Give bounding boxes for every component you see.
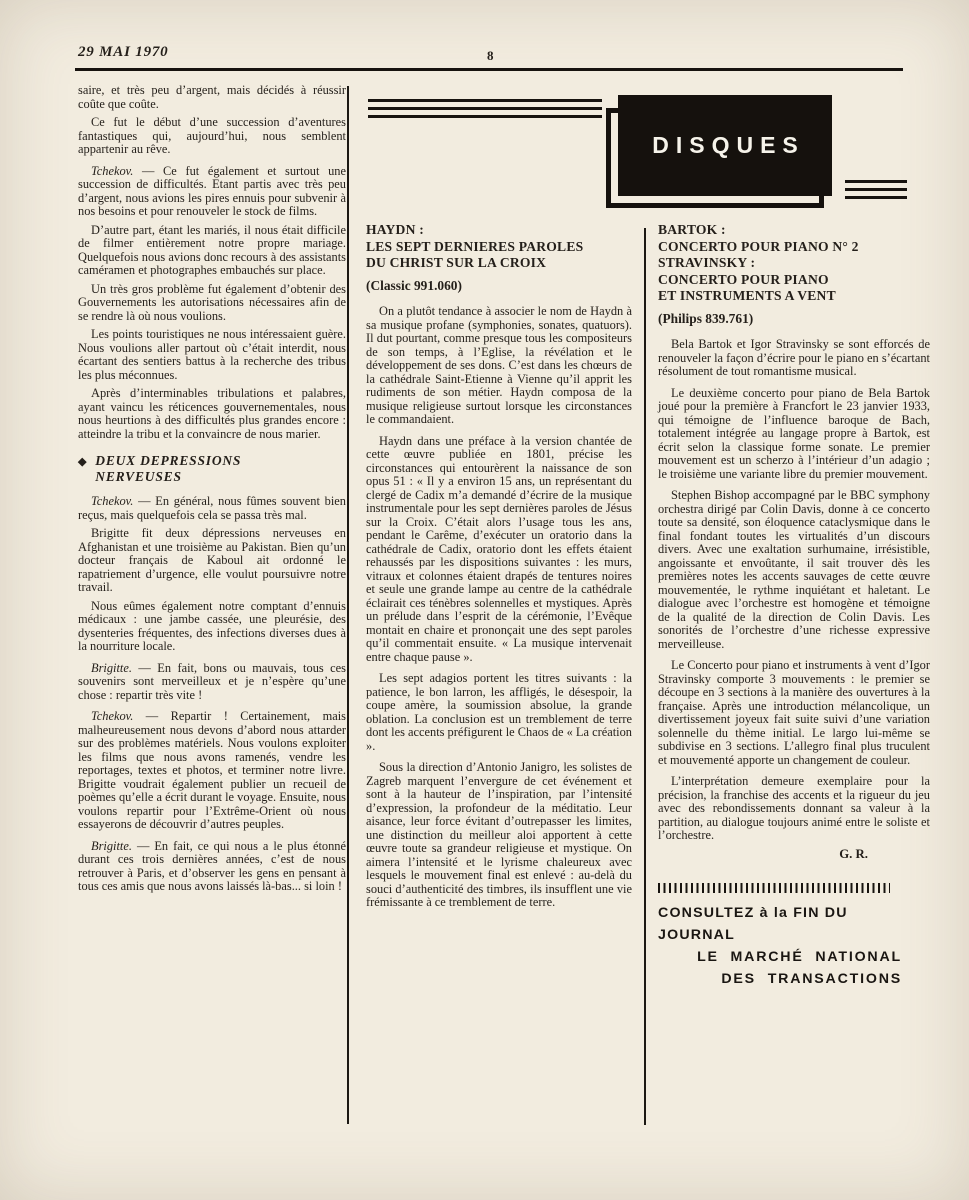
review-paragraph: Le deuxième concerto pour piano de Bela Bartok joué pour la première à Francfort le 23 janvier 1933, qui témoigne de l’influence baroque de Bach, totalement intégrée au langage propre à Bartok, est écrit selon la classique forme sonate. Le premier mouvement est un scherzo à l’intérieur d’un adagio ; le troisième une variante libre du premier mouvement. (658, 385, 930, 481)
footer-ad-line: LE MARCHÉ NATIONAL (697, 949, 902, 965)
column-divider-right (644, 228, 646, 1125)
review-paragraph: Les sept adagios portent les titres suivants : la patience, le bon larron, les affligés, le désespoir, la coupe amère, la soumission absolue, la grande oblation. La conclusion est un tremblement de terre dont les accents préfigurent le Chaos de « La création ». (366, 671, 632, 753)
interview-paragraph: Brigitte fit deux dépressions nerveuses en Afghanistan et une troisième au Pakistan. Bien qu’un docteur français de Kaboul ait ordonné le rapatriement d’urgence, elle voulut poursuivre notre travail. (78, 526, 346, 594)
review-paragraph: Bela Bartok et Igor Stravinsky se sont efforcés de renouveler la façon d’écrire pour le piano en s’écartant résolument de tout romantisme musical. (658, 337, 930, 378)
haydn-catalog-number: (Classic 991.060) (366, 277, 462, 293)
review-paragraph: Le Concerto pour piano et instruments à vent d’Igor Stravinsky comporte 3 mouvements : le premier se découpe en 3 sections à la manière des ouvertures à la française. Après une introduction mélancolique, un divertissement joyeux fait suite suivi d’une variation solennelle du thème initial. Le largo lui-même se subdivise en 3 sections. L’allegro final plus truculent et mouvementé apporte un changement de couleur. (658, 658, 930, 767)
interview-paragraph: Brigitte. — En fait, bons ou mauvais, tous ces souvenirs sont merveilleux et je n’espère qu’une chose : repartir très vite ! (78, 660, 346, 702)
speaker-name: Brigitte. (91, 838, 132, 853)
haydn-review-column (366, 222, 632, 915)
interview-paragraph: Tchekov. — Repartir ! Certainement, mais malheureusement nous devons d’abord nous attarder sur des problèmes matériels. Nous voulons exploiter les films que nous avons ramenés, vendre les reportages, textes et photos, et terminer notre livre. Brigitte voudrait également publier un recueil de poèmes qu’elle a écrit durant le voyage. Ensuite, nous voulons repartir pour l’Extrême-Orient où nous essayerons de découvrir d’autres peuples. (78, 709, 346, 831)
disques-banner-label: DISQUES (652, 132, 805, 158)
diamond-bullet-icon: ◆ (78, 456, 88, 468)
interview-column (78, 84, 346, 899)
interview-paragraph: Ce fut le début d’une succession d’aventures fantastiques qui, aujourd’hui, nous semblent appartenir au rêve. (78, 115, 346, 156)
interview-paragraph: Brigitte. — En fait, ce qui nous a le plus étonné durant ces trois dernières années, c’est de nous retrouver à Paris, et d’observer les gens en pensant à tous ces amis que nous avons laissés là-bas... si loin ! (78, 838, 346, 893)
interview-paragraph: Nous eûmes également notre comptant d’ennuis médicaux : une jambe cassée, une pleurésie, des dysenteries fréquentes, des infections diverses dues à la nourriture locale. (78, 598, 346, 653)
haydn-headline: HAYDN : LES SEPT DERNIERES PAROLES DU CHRIST SUR LA CROIX (366, 222, 584, 270)
masthead-date: 29 MAI 1970 (78, 44, 169, 60)
banner-speed-lines-left (368, 99, 602, 123)
review-paragraph: Stephen Bishop accompagné par le BBC symphony orchestra dirigé par Colin Davis, donne à ce concerto toute sa densité, son éloquence cataclysmique dans le final fondant toutes les virtualités d’un discours divers. Avec une exaltation surhumaine, irrésistible, angoissante et envoûtante, il sait trouver dès les premières notes les accents sauvages de cette œuvre mouvementée, le rythme inquiétant et haletant. Le dialogue avec l’orchestre est homogène et témoigne de la qualité de la direction de Colin Davis. Les sonorités de l’orchestre d’une richesse expressive merveilleuse. (658, 488, 930, 651)
bartok-review-column (658, 222, 930, 990)
review-paragraph: On a plutôt tendance à associer le nom de Haydn à sa musique profane (symphonies, sonates, quatuors). Il dut pourtant, comme presque tous les compositeurs de son temps, à l’Eglise, la révélation et le développement de ses dons. C’est dans les chœurs de la cathédrale Saint-Etienne à Vienne qu’il apprit les rudiments de son métier. Haydn composa de la musique religieuse surtout lorsque les circonstances le commandaient. (366, 304, 632, 426)
bartok-headline: BARTOK : CONCERTO POUR PIANO N° 2 STRAVINSKY : CONCERTO POUR PIANO ET INSTRUMENTS A VENT (658, 222, 859, 303)
disques-banner (604, 90, 844, 212)
reviewer-signature: G. R. (839, 846, 868, 861)
banner-speed-lines-right (845, 180, 907, 204)
review-paragraph: Haydn dans une préface à la version chantée de cette œuvre publiée en 1801, précise les circonstances qui entourèrent la naissance de son opus 51 : « Il y a environ 15 ans, un représentant du clergé de Cadix m’a demandé d’écrire de la musique instrumentale pour les sept dernières paroles de Jésus sur la Croix. C’était alors l’usage tous les ans, pendant le Carême, d’exécuter un oratorio dans la cathédrale de Cadix, oratorio dont les effets étaient rehaussés par les dispositions suivantes : les murs, vitraux et colonnes étaient drapés de tentures noires et seule une grande lampe au centre de la cathédrale éclairait ces ténèbres solennelles et mystiques. Après un prélude dans l’esprit de la cérémonie, l’Evêque montait en chaire et prononçait une des sept paroles qu’il commentait ensuite. « La musique intervenait entre chaque pause ». (366, 433, 632, 664)
review-paragraph: Sous la direction d’Antonio Janigro, les solistes de Zagreb marquent l’envergure de cet événement et sont à la hauteur de l’inspiration, par l’intensité d’expression, la profondeur de la méditatio. Leur aisance, leur force évitant d’outrepasser les limites, une distinction du meilleur aloi apportent à cette œuvre toute sa grandeur religieuse et mystique. On aimera l’intensité et le lyrisme chaleureux avec lesquels le mouvement final est enlevé : au-delà du souci d’authenticité des timbres, ils insufflent une vie frémissante à ce tremblement de terre. (366, 760, 632, 909)
footer-ad (658, 902, 930, 990)
interview-paragraph: Un très gros problème fut également d’obtenir des Gouvernements les autorisations nécessaires afin de se rendre là où nous voulions. (78, 281, 346, 323)
interview-paragraph: Les points touristiques ne nous intéressaient guère. Nous voulions aller partout où c’était interdit, nous écartant des sentiers battus à la recherche des tribus les plus méconnues. (78, 327, 346, 382)
review-paragraph: L’interprétation demeure exemplaire pour la précision, la franchise des accents et la rigueur du jeu avec des rebondissements donnant sa valeur à la partition, au dialogue toujours animé entre le soliste et l’orchestre. (658, 774, 930, 842)
section-heading-deux-depressions (78, 453, 346, 485)
speaker-name: Tchekov. (91, 163, 134, 178)
speaker-name: Brigitte. (91, 660, 132, 675)
interview-paragraph: Tchekov. — En général, nous fûmes souvent bien reçus, mais quelquefois cela se passa très mal. (78, 494, 346, 522)
section-heading-text: DEUX DEPRESSIONS NERVEUSES (95, 453, 242, 484)
disques-banner-box (618, 95, 832, 196)
page-number: 8 (487, 48, 494, 63)
interview-paragraph: D’autre part, étant les mariés, il nous était difficile de filmer entièrement notre propre mariage. Quelquefois nous avions donc recours à des assistants caméramen et photographes embauchés sur place. (78, 222, 346, 277)
footer-ad-line: CONSULTEZ à la FIN DU JOURNAL (658, 905, 848, 943)
bartok-catalog-number: (Philips 839.761) (658, 310, 754, 326)
header-rule (75, 68, 903, 71)
tick-bar-divider (658, 883, 890, 893)
speaker-name: Tchekov. (91, 494, 134, 508)
speaker-name: Tchekov. (91, 709, 134, 723)
interview-paragraph: Tchekov. — Ce fut également et surtout une succession de difficultés. Etant partis avec très peu d’argent, nous avions les pires ennuis pour subvenir à nos besoins et pour renouveler le stock de films. (78, 163, 346, 218)
interview-paragraph: Après d’interminables tribulations et palabres, ayant vaincu les réticences gouvernementales, nous nous heurtions à des difficultés plus grandes encore : atteindre la tribu et la convaincre de nous marier. (78, 386, 346, 441)
interview-paragraph: saire, et très peu d’argent, mais décidés à réussir coûte que coûte. (78, 83, 346, 111)
footer-ad-line: DES TRANSACTIONS (721, 971, 902, 987)
column-divider-left (347, 86, 349, 1124)
